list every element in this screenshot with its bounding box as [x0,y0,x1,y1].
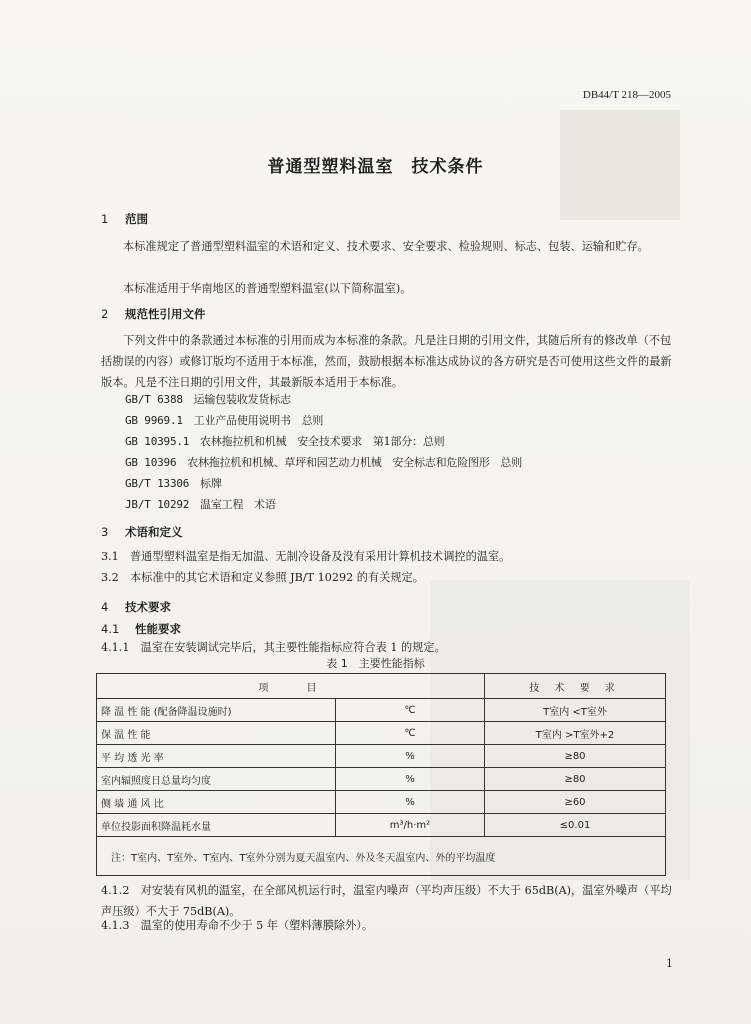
cell-unit: m³/h·m² [336,814,485,837]
scope-paragraph-2: 本标准适用于华南地区的普通型塑料温室(以下简称温室)。 [123,282,412,295]
document-title: 普通型塑料温室 技术条件 [267,157,484,177]
reference-item [125,475,222,491]
cell-item: 保 温 性 能 [97,722,336,745]
subsection-heading-performance [101,621,181,637]
reference-item [125,454,522,470]
section-heading-scope [101,211,148,227]
section-number: 3 [101,525,109,539]
definition-3-1: 3.1 普通型塑料温室是指无加温、无制冷设备及没有采用计算机技术调控的温室。 [101,550,511,563]
reference-item [125,391,291,407]
table-caption: 表 1 主要性能指标 [326,657,425,670]
table-row [97,768,666,791]
section-heading-references [101,306,206,322]
reference-item [125,433,444,449]
section-title: 性能要求 [135,622,182,636]
cell-requirement: ≥80 [485,768,666,791]
clause-4-1-3: 4.1.3 温室的使用寿命不少于 5 年（塑料薄膜除外）。 [101,919,374,932]
cell-item: 降 温 性 能 (配备降温设施时) [97,699,336,722]
reference-name: 运输包装收发货标志 [193,393,291,406]
table-note: 注：T室内、T室外、T室内、T室外分别为夏天温室内、外及冬天温室内、外的平均温度 [97,837,666,876]
reference-code: GB 10395.1 [125,435,190,448]
table-row [97,745,666,768]
cell-unit: ℃ [336,699,485,722]
references-intro: 下列文件中的条款通过本标准的引用而成为本标准的条款。凡是注日期的引用文件，其随后所有的修改单（不包括勘误的内容）或修订版均不适用于本标准，然而，鼓励根据本标准达成协议的各方研究是否可使用这些文件的最新版本。凡是不注日期的引用文件，其最新版本适用于本标准。 [101,334,672,389]
reference-name: 温室工程 术语 [200,498,276,511]
definition-3-2: 3.2 本标准中的其它术语和定义参照 JB/T 10292 的有关规定。 [101,571,424,584]
reference-code: GB 10396 [125,456,177,469]
reference-code: GB/T 13306 [125,477,190,490]
reference-name: 工业产品使用说明书 总则 [193,414,324,427]
header-item: 项 目 [97,674,485,699]
section-number: 4 [101,600,109,614]
section-heading-terms [101,524,183,540]
clause-4-1-2: 4.1.2 对安装有风机的温室，在全部风机运行时，温室内噪声（平均声压级）不大于 65dB(A)，温室外噪声（平均声压级）不大于 75dB(A)。 [101,884,672,918]
section-title: 规范性引用文件 [125,307,206,321]
page-number: 1 [666,957,673,970]
section-number: 2 [101,307,109,321]
reference-code: GB 9969.1 [125,414,183,427]
table-header-row [97,674,666,699]
cell-item: 侧 墙 通 风 比 [97,791,336,814]
table-row [97,699,666,722]
table-row [97,814,666,837]
reference-name: 标牌 [200,477,222,490]
performance-table [96,673,666,876]
section-number: 4.1 [101,622,120,636]
table-row [97,791,666,814]
cell-unit: % [336,745,485,768]
reference-item [125,412,323,428]
reference-name: 农林拖拉机和机械、草坪和园艺动力机械 安全标志和危险图形 总则 [187,456,523,469]
table-note-row [97,837,666,876]
cell-requirement: T室内 >T室外+2 [485,722,666,745]
standard-code: DB44/T 218—2005 [582,89,671,101]
cell-unit: % [336,768,485,791]
table-row [97,722,666,745]
section-title: 范围 [125,212,149,226]
cell-requirement: T室内 <T室外 [485,699,666,722]
cell-requirement: ≤0.01 [485,814,666,837]
cell-unit: % [336,791,485,814]
cell-requirement: ≥80 [485,745,666,768]
reference-name: 农林拖拉机和机械 安全技术要求 第1部分：总则 [200,435,445,448]
cell-item: 单位投影面积降温耗水量 [97,814,336,837]
section-heading-technical-requirements [101,599,171,615]
cell-item: 平 均 透 光 率 [97,745,336,768]
cell-requirement: ≥60 [485,791,666,814]
reference-item [125,496,276,512]
section-number: 1 [101,212,109,226]
cell-unit: ℃ [336,722,485,745]
scope-paragraph-1: 本标准规定了普通型塑料温室的术语和定义、技术要求、安全要求、检验规则、标志、包装、运输和贮存。 [123,240,649,253]
section-title: 术语和定义 [125,525,183,539]
reference-code: JB/T 10292 [125,498,190,511]
clause-4-1-1: 4.1.1 温室在安装调试完毕后，其主要性能指标应符合表 1 的规定。 [101,641,446,654]
header-requirement: 技 术 要 求 [485,674,666,699]
section-title: 技术要求 [125,600,172,614]
cell-item: 室内辐照度日总量均匀度 [97,768,336,791]
reference-code: GB/T 6388 [125,393,183,406]
